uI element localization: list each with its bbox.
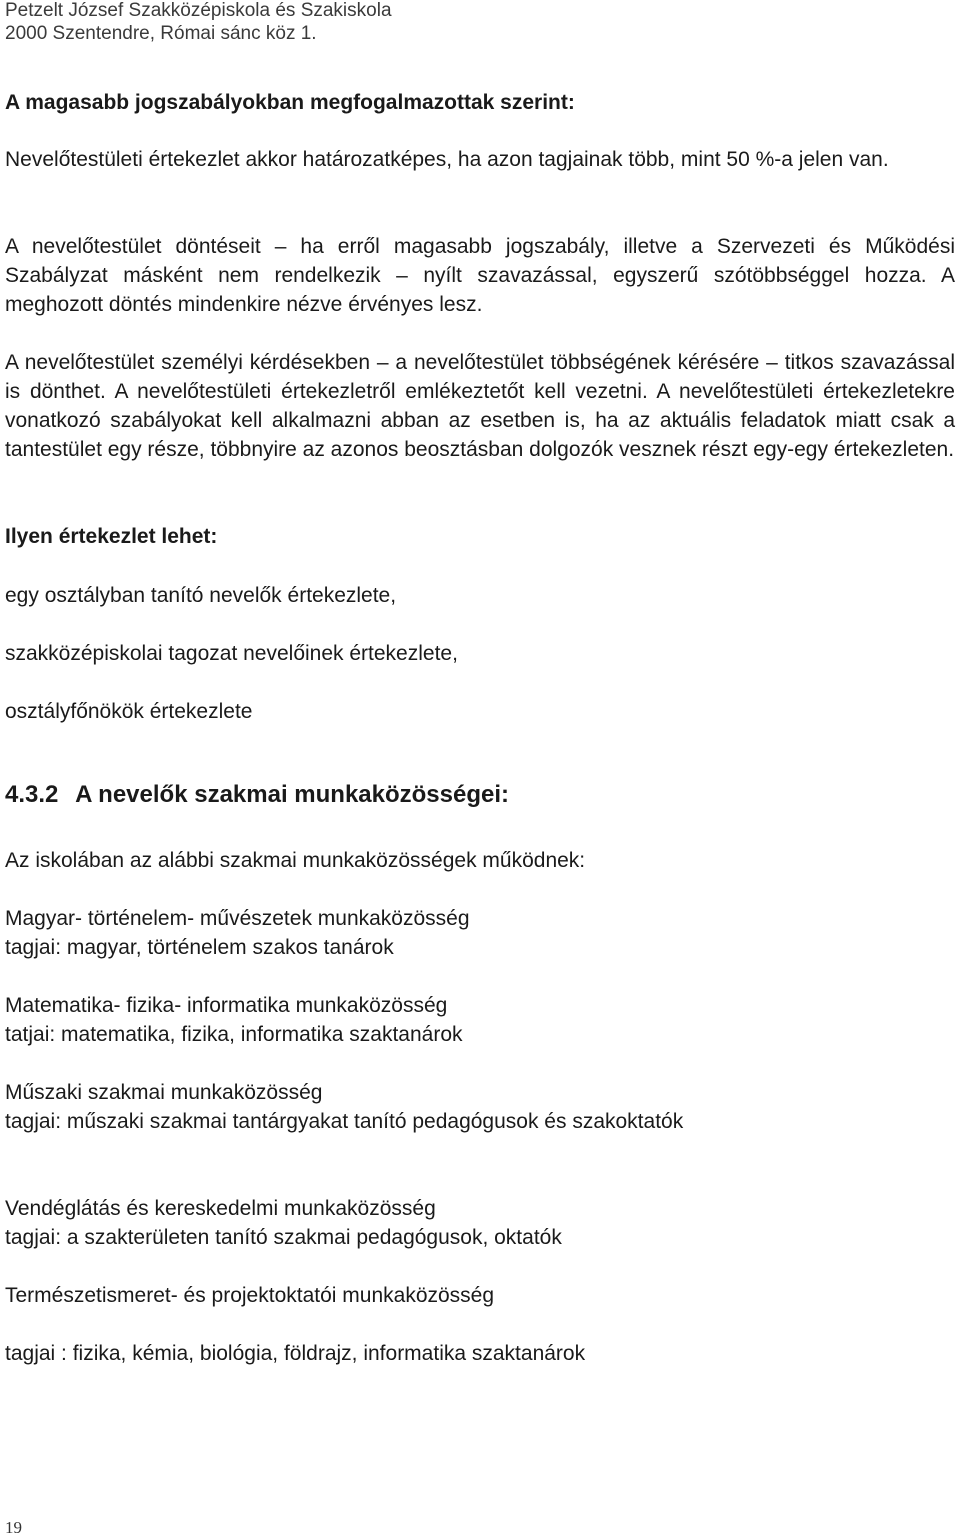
community-block: [5, 1194, 955, 1252]
community-members: tagjai: műszaki szakmai tantárgyakat tanító pedagógusok és szakoktatók: [5, 1110, 684, 1133]
section-title: A nevelők szakmai munkaközösségei:: [75, 781, 510, 808]
school-address: 2000 Szentendre, Római sánc köz 1.: [5, 23, 317, 44]
community-members: tatjai: matematika, fizika, informatika szaktanárok: [5, 1023, 463, 1046]
community-members: tagjai: a szakterületen tanító szakmai pedagógusok, oktatók: [5, 1226, 562, 1249]
paragraph-decisions: A nevelőtestület döntéseit – ha erről magasabb jogszabály, illetve a Szervezeti és Működési Szabályzat másként nem rendelkezik – nyílt szavazással, egyszerű szótöbbséggel hozza. A meghozott döntés mindenkire nézve érvényes lesz.: [5, 235, 955, 316]
community-name: Műszaki szakmai munkaközösség: [5, 1081, 323, 1104]
section-title-communities: [5, 780, 955, 809]
community-members: tagjai : fizika, kémia, biológia, földrajz, informatika szaktanárok: [5, 1342, 586, 1365]
community-name: Matematika- fizika- informatika munkaközösség: [5, 994, 448, 1017]
section-number: 4.3.2: [5, 781, 59, 808]
meeting-type-item: szakközépiskolai tagozat nevelőinek értekezlete,: [5, 642, 458, 665]
community-name: Vendéglátás és kereskedelmi munkaközösség: [5, 1197, 436, 1220]
section-heading-meeting-types: Ilyen értekezlet lehet:: [5, 525, 218, 548]
community-block: [5, 1078, 955, 1136]
community-block: [5, 904, 955, 962]
meeting-type-item: egy osztályban tanító nevelők értekezlete,: [5, 584, 397, 607]
school-name: Petzelt József Szakközépiskola és Szakiskola: [5, 0, 392, 21]
communities-intro: Az iskolában az alábbi szakmai munkaközösségek működnek:: [5, 849, 586, 872]
paragraph-personal-matters: A nevelőtestület személyi kérdésekben – a nevelőtestület többségének kérésére – titkos szavazással is dönthet. A nevelőtestületi értekezletről emlékeztetőt kell vezetni. A nevelőtestületi értekezletekre vonatkozó szabályokat kell alkalmazni abban az esetben is, ha az aktuális feladatok miatt csak a tantestület egy része, többnyire az azonos beosztásban dolgozók vesznek részt egy-egy értekezleten.: [5, 351, 955, 461]
community-block: [5, 1281, 955, 1368]
community-members: tagjai: magyar, történelem szakos tanárok: [5, 936, 394, 959]
page-number: 19: [5, 1518, 22, 1537]
community-name: Magyar- történelem- művészetek munkaközösség: [5, 907, 470, 930]
community-name: Természetismeret- és projektoktatói munkaközösség: [5, 1284, 495, 1307]
meeting-type-item: osztályfőnökök értekezlete: [5, 700, 253, 723]
section-heading-legal: A magasabb jogszabályokban megfogalmazottak szerint:: [5, 91, 575, 114]
community-block: [5, 991, 955, 1049]
paragraph-quorum: Nevelőtestületi értekezlet akkor határozatképes, ha azon tagjainak több, mint 50 %-a jelen van.: [5, 148, 889, 171]
